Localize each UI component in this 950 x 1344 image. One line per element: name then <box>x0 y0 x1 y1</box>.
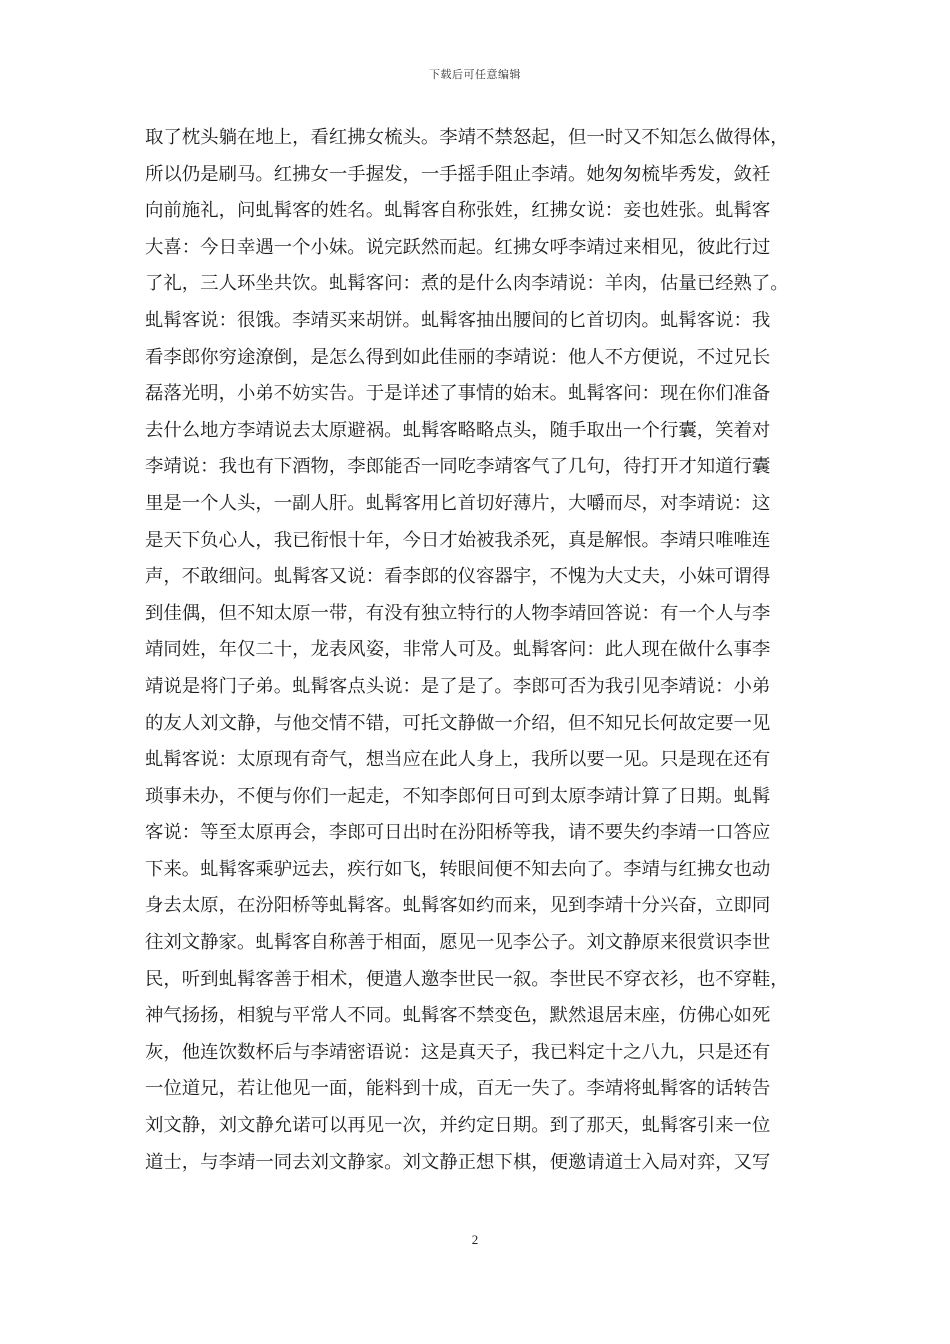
text-line: 民，听到虬髯客善于相术，便遣人邀李世民一叙。李世民不穿衣衫，也不穿鞋， <box>145 968 789 990</box>
text-line: 的友人刘文静，与他交情不错，可托文静做一介绍，但不知兄长何故定要一见 <box>145 712 771 734</box>
text-line: 一位道兄，若让他见一面，能料到十成，百无一失了。李靖将虬髯客的话转告 <box>145 1078 771 1100</box>
page-header: 下载后可任意编辑 <box>429 68 521 81</box>
text-line: 了礼，三人环坐共饮。虬髯客问：煮的是什么肉李靖说：羊肉，估量已经熟了。 <box>145 273 789 295</box>
text-line: 向前施礼，问虬髯客的姓名。虬髯客自称张姓，红拂女说：妾也姓张。虬髯客 <box>145 200 771 222</box>
text-line: 声，不敢细问。虬髯客又说：看李郎的仪容器宇，不愧为大丈夫，小妹可谓得 <box>145 566 771 588</box>
text-line: 虬髯客说：很饿。李靖买来胡饼。虬髯客抽出腰间的匕首切肉。虬髯客说：我 <box>145 309 771 331</box>
text-line: 所以仍是刷马。红拂女一手握发，一手摇手阻止李靖。她匆匆梳毕秀发，敛衽 <box>145 163 771 185</box>
text-line: 到佳偶，但不知太原一带，有没有独立特行的人物李靖回答说：有一个人与李 <box>145 602 771 624</box>
text-line: 磊落光明，小弟不妨实告。于是详述了事情的始末。虬髯客问：现在你们准备 <box>145 383 771 405</box>
text-line: 客说：等至太原再会，李郎可日出时在汾阳桥等我，请不要失约李靖一口答应 <box>145 822 771 844</box>
text-line: 琐事未办，不便与你们一起走，不知李郎何日可到太原李靖计算了日期。虬髯 <box>145 785 771 807</box>
text-line: 靖说是将门子弟。虬髯客点头说：是了是了。李郎可否为我引见李靖说：小弟 <box>145 675 771 697</box>
text-line: 道士，与李靖一同去刘文静家。刘文静正想下棋，便邀请道士入局对弈，又写 <box>145 1151 771 1173</box>
text-line: 虬髯客说：太原现有奇气，想当应在此人身上，我所以要一见。只是现在还有 <box>145 749 771 771</box>
page-number: 2 <box>471 1232 479 1247</box>
text-line: 李靖说：我也有下酒物，李郎能否一同吃李靖客气了几句，待打开才知道行囊 <box>145 456 771 478</box>
body-text <box>145 120 815 1181</box>
text-line: 看李郎你穷途潦倒，是怎么得到如此佳丽的李靖说：他人不方便说，不过兄长 <box>145 346 771 368</box>
text-line: 去什么地方李靖说去太原避祸。虬髯客略略点头，随手取出一个行囊，笑着对 <box>145 419 771 441</box>
text-line: 往刘文静家。虬髯客自称善于相面，愿见一见李公子。刘文静原来很赏识李世 <box>145 932 771 954</box>
text-line: 大喜：今日幸遇一个小妹。说完跃然而起。红拂女呼李靖过来相见，彼此行过 <box>145 236 771 258</box>
text-line: 身去太原，在汾阳桥等虬髯客。虬髯客如约而来，见到李靖十分兴奋，立即同 <box>145 895 771 917</box>
text-line: 是天下负心人，我已衔恨十年，今日才始被我杀死，真是解恨。李靖只唯唯连 <box>145 529 771 551</box>
text-line: 下来。虬髯客乘驴远去，疾行如飞，转眼间便不知去向了。李靖与红拂女也动 <box>145 858 771 880</box>
text-line: 里是一个人头，一副人肝。虬髯客用匕首切好薄片，大嚼而尽，对李靖说：这 <box>145 492 771 514</box>
text-line: 神气扬扬，相貌与平常人不同。虬髯客不禁变色，默然退居末座，仿佛心如死 <box>145 1005 771 1027</box>
text-line: 刘文静，刘文静允诺可以再见一次，并约定日期。到了那天，虬髯客引来一位 <box>145 1115 771 1137</box>
text-line: 取了枕头躺在地上，看红拂女梳头。李靖不禁怒起，但一时又不知怎么做得体， <box>145 127 789 148</box>
text-line: 靖同姓，年仅二十，龙表风姿，非常人可及。虬髯客问：此人现在做什么事李 <box>145 639 771 661</box>
text-line: 灰，他连饮数杯后与李靖密语说：这是真天子，我已料定十之八九，只是还有 <box>145 1041 771 1063</box>
